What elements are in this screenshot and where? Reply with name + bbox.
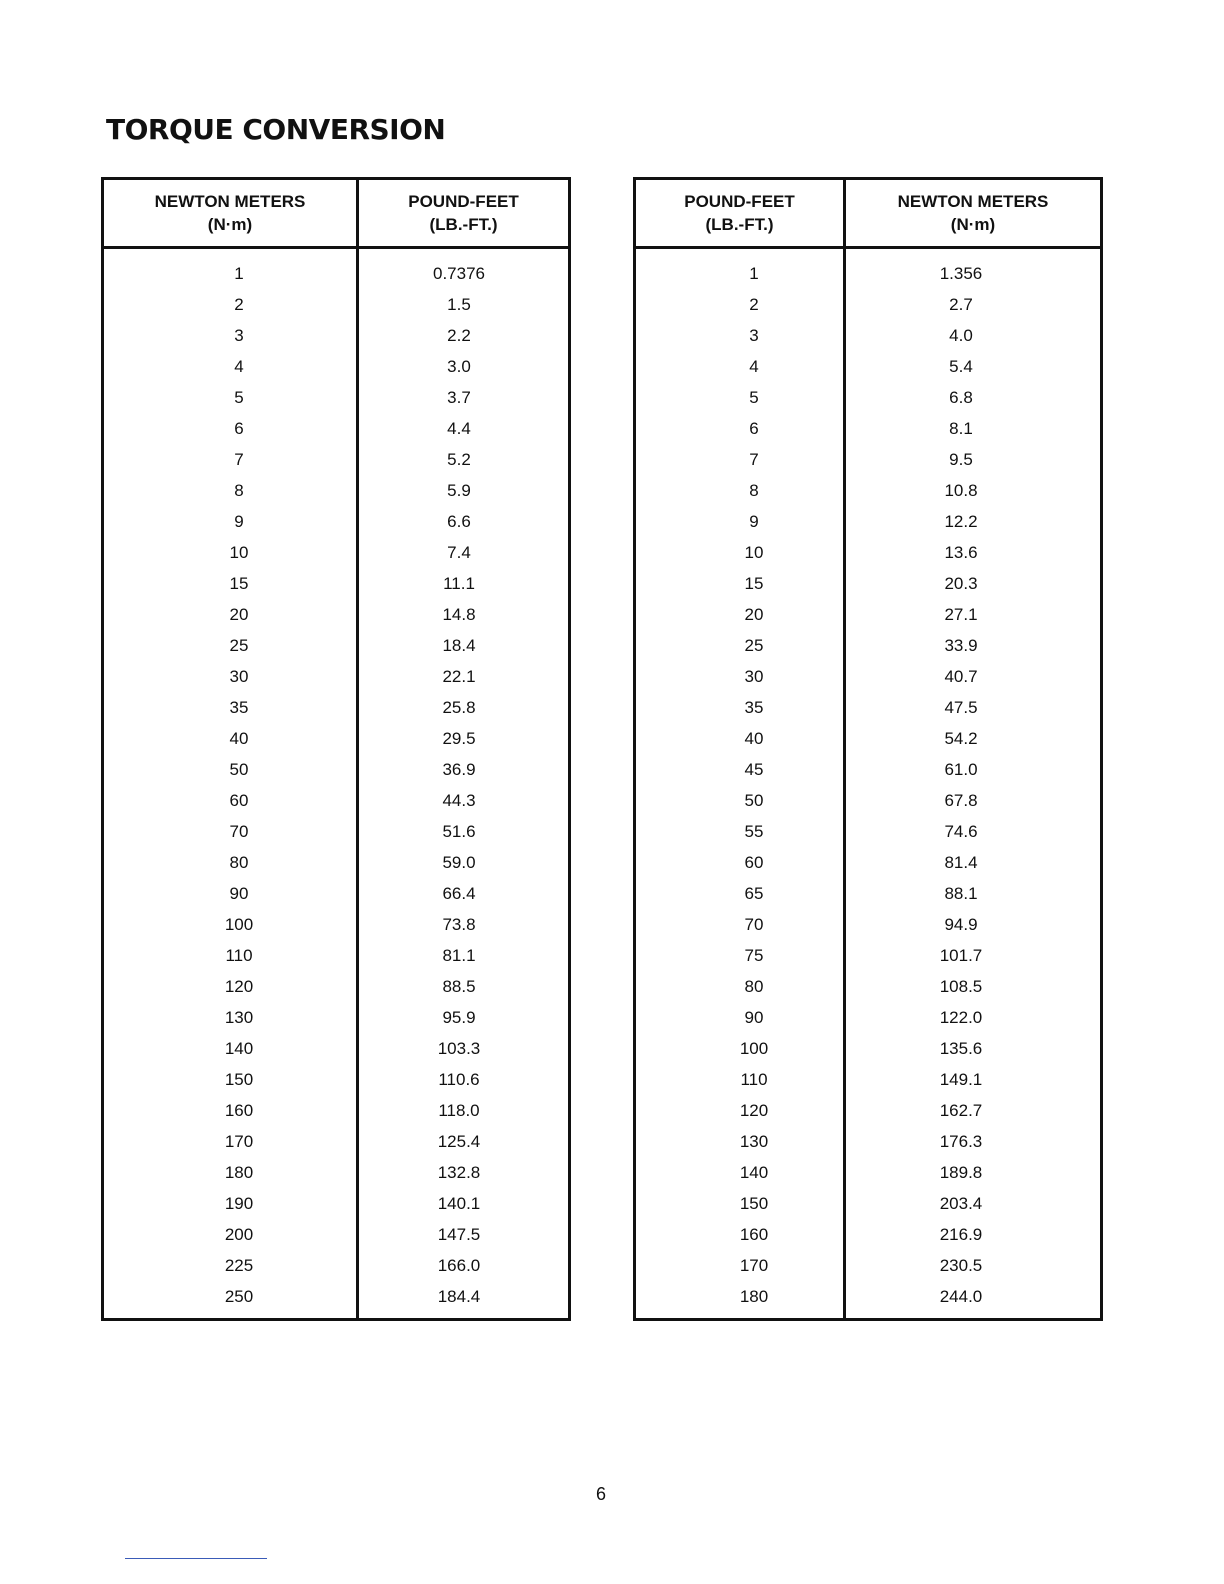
header-pound-feet: POUND-FEET (LB.-FT.) — [684, 192, 795, 234]
table-row — [104, 1033, 568, 1064]
table-cell: 103.3 — [437, 1039, 481, 1058]
table-cell: 25 — [229, 636, 249, 655]
table-cell: 7.4 — [447, 543, 471, 562]
table-row — [104, 878, 568, 909]
table-row — [104, 506, 568, 537]
table-row — [636, 1033, 1100, 1064]
table-cell: 6.8 — [949, 388, 973, 407]
table-cell: 95.9 — [442, 1008, 476, 1027]
table-cell: 110.6 — [438, 1070, 480, 1089]
table-cell: 180 — [739, 1287, 769, 1306]
table-body — [636, 258, 1100, 1312]
table-row — [104, 568, 568, 599]
table-cell: 80 — [744, 977, 764, 996]
table-cell: 88.1 — [944, 884, 978, 903]
table-row — [636, 413, 1100, 444]
table-cell: 230.5 — [939, 1256, 983, 1275]
table-cell: 10.8 — [944, 481, 978, 500]
table-cell: 40.7 — [944, 667, 978, 686]
table-row — [636, 878, 1100, 909]
table-cell: 120 — [224, 977, 254, 996]
table-cell: 140 — [224, 1039, 254, 1058]
table-cell: 10 — [229, 543, 249, 562]
table-cell: 5.9 — [447, 481, 471, 500]
table-cell: 9 — [749, 512, 759, 531]
table-row — [104, 940, 568, 971]
table-row — [636, 1064, 1100, 1095]
table-cell: 147.5 — [437, 1225, 481, 1244]
table-row — [636, 1281, 1100, 1312]
table-cell: 0.7376 — [433, 264, 485, 283]
table-cell: 5 — [234, 388, 244, 407]
table-cell: 15 — [744, 574, 764, 593]
table-row — [104, 785, 568, 816]
table-cell: 65 — [744, 884, 764, 903]
table-cell: 4 — [234, 357, 244, 376]
table-cell: 160 — [224, 1101, 254, 1120]
table-cell: 110 — [740, 1070, 768, 1089]
table-cell: 140 — [739, 1163, 769, 1182]
table-cell: 2 — [749, 295, 759, 314]
table-row — [104, 909, 568, 940]
table-cell: 120 — [739, 1101, 769, 1120]
table-cell: 59.0 — [442, 853, 476, 872]
table-cell: 130 — [224, 1008, 254, 1027]
table-cell: 6.6 — [447, 512, 471, 531]
table-row — [636, 816, 1100, 847]
table-row — [636, 351, 1100, 382]
table-cell: 94.9 — [944, 915, 978, 934]
table-cell: 8.1 — [949, 419, 973, 438]
table-cell: 18.4 — [442, 636, 476, 655]
table-row — [104, 971, 568, 1002]
table-cell: 29.5 — [442, 729, 476, 748]
table-row — [104, 475, 568, 506]
table-cell: 7 — [234, 450, 244, 469]
table-cell: 80 — [229, 853, 249, 872]
table-row — [636, 971, 1100, 1002]
table-cell: 60 — [744, 853, 764, 872]
table-cell: 170 — [739, 1256, 769, 1275]
table-row — [636, 630, 1100, 661]
table-row — [636, 382, 1100, 413]
table-cell: 60 — [229, 791, 249, 810]
table-row — [636, 785, 1100, 816]
table-cell: 166.0 — [437, 1256, 481, 1275]
table-row — [104, 1219, 568, 1250]
table-cell: 184.4 — [437, 1287, 481, 1306]
table-row — [636, 258, 1100, 289]
table-row — [104, 1002, 568, 1033]
table-cell: 250 — [224, 1287, 254, 1306]
table-row — [636, 661, 1100, 692]
table-row — [636, 909, 1100, 940]
table-cell: 70 — [229, 822, 249, 841]
table-row — [636, 568, 1100, 599]
table-cell: 36.9 — [442, 760, 476, 779]
table-row — [636, 1219, 1100, 1250]
table-row — [104, 754, 568, 785]
table-cell: 3.0 — [447, 357, 471, 376]
table-cell: 40 — [229, 729, 249, 748]
table-cell: 7 — [749, 450, 759, 469]
table-cell: 35 — [229, 698, 249, 717]
table-cell: 150 — [224, 1070, 254, 1089]
table-cell: 118.0 — [438, 1101, 480, 1120]
table-cell: 203.4 — [939, 1194, 983, 1213]
table-cell: 3.7 — [447, 388, 471, 407]
table-row — [104, 1281, 568, 1312]
table-row — [636, 1250, 1100, 1281]
table-cell: 9 — [234, 512, 244, 531]
table-row — [636, 599, 1100, 630]
table-cell: 10 — [744, 543, 764, 562]
table-cell: 61.0 — [944, 760, 978, 779]
table-cell: 5.4 — [949, 357, 973, 376]
table-body — [104, 258, 568, 1312]
table-row — [636, 1188, 1100, 1219]
table-row — [104, 537, 568, 568]
table-cell: 5.2 — [447, 450, 471, 469]
table-cell: 74.6 — [944, 822, 978, 841]
table-cell: 20 — [744, 605, 764, 624]
table-cell: 1 — [749, 264, 759, 283]
table-row — [104, 413, 568, 444]
table-cell: 132.8 — [437, 1163, 481, 1182]
table-cell: 47.5 — [944, 698, 978, 717]
table-cell: 3 — [749, 326, 759, 345]
table-cell: 108.5 — [939, 977, 983, 996]
table-row — [636, 723, 1100, 754]
table-cell: 1.5 — [447, 295, 471, 314]
table-cell: 176.3 — [939, 1132, 983, 1151]
table-cell: 2.2 — [447, 326, 471, 345]
table-cell: 22.1 — [442, 667, 476, 686]
table-cell: 100 — [224, 915, 254, 934]
table-cell: 4.0 — [949, 326, 973, 345]
table-cell: 6 — [234, 419, 244, 438]
table-cell: 122.0 — [939, 1008, 983, 1027]
table-cell: 40 — [744, 729, 764, 748]
table-row — [104, 1095, 568, 1126]
footer-rule — [125, 1558, 267, 1559]
table-row — [104, 1157, 568, 1188]
table-cell: 45 — [744, 760, 764, 779]
table-cell: 9.5 — [949, 450, 973, 469]
table-row — [636, 940, 1100, 971]
table-row — [636, 289, 1100, 320]
table-cell: 4 — [749, 357, 759, 376]
table-cell: 190 — [224, 1194, 254, 1213]
nm-to-lbft-table — [101, 177, 571, 1321]
table-cell: 135.6 — [939, 1039, 983, 1058]
table-row — [636, 1157, 1100, 1188]
table-cell: 90 — [744, 1008, 764, 1027]
table-cell: 25 — [744, 636, 764, 655]
table-cell: 70 — [744, 915, 764, 934]
table-cell: 90 — [229, 884, 249, 903]
table-cell: 6 — [749, 419, 759, 438]
table-row — [636, 537, 1100, 568]
table-row — [104, 723, 568, 754]
table-cell: 50 — [744, 791, 764, 810]
table-cell: 33.9 — [944, 636, 978, 655]
table-cell: 54.2 — [944, 729, 978, 748]
table-row — [636, 1126, 1100, 1157]
table-cell: 5 — [749, 388, 759, 407]
table-row — [104, 444, 568, 475]
page-title: TORQUE CONVERSION — [106, 113, 446, 146]
table-cell: 244.0 — [939, 1287, 983, 1306]
table-cell: 11.1 — [443, 574, 475, 593]
table-cell: 20.3 — [944, 574, 978, 593]
table-row — [636, 1002, 1100, 1033]
table-cell: 20 — [229, 605, 249, 624]
table-cell: 51.6 — [442, 822, 476, 841]
table-row — [104, 630, 568, 661]
table-cell: 162.7 — [939, 1101, 983, 1120]
table-cell: 110 — [225, 946, 253, 965]
table-cell: 73.8 — [442, 915, 476, 934]
table-cell: 1 — [234, 264, 244, 283]
table-cell: 225 — [224, 1256, 254, 1275]
table-cell: 189.8 — [939, 1163, 983, 1182]
table-cell: 200 — [224, 1225, 254, 1244]
table-row — [636, 847, 1100, 878]
table-row — [636, 320, 1100, 351]
header-newton-meters: NEWTON METERS (N·m) — [897, 192, 1049, 234]
lbft-to-nm-table — [633, 177, 1103, 1321]
table-cell: 149.1 — [939, 1070, 983, 1089]
table-cell: 140.1 — [437, 1194, 481, 1213]
table-row — [104, 258, 568, 289]
table-cell: 216.9 — [939, 1225, 983, 1244]
table-cell: 1.356 — [939, 264, 983, 283]
table-cell: 88.5 — [442, 977, 476, 996]
table-row — [104, 661, 568, 692]
table-header — [104, 180, 568, 249]
table-cell: 3 — [234, 326, 244, 345]
table-row — [104, 1250, 568, 1281]
table-cell: 35 — [744, 698, 764, 717]
table-cell: 27.1 — [944, 605, 978, 624]
table-cell: 170 — [224, 1132, 254, 1151]
table-cell: 100 — [739, 1039, 769, 1058]
table-row — [104, 1126, 568, 1157]
table-cell: 125.4 — [437, 1132, 481, 1151]
table-cell: 12.2 — [944, 512, 978, 531]
table-row — [104, 1064, 568, 1095]
table-row — [636, 1095, 1100, 1126]
table-cell: 25.8 — [442, 698, 476, 717]
header-newton-meters: NEWTON METERS (N·m) — [154, 192, 306, 234]
table-cell: 101.7 — [939, 946, 983, 965]
header-pound-feet: POUND-FEET (LB.-FT.) — [408, 192, 519, 234]
table-cell: 44.3 — [442, 791, 476, 810]
table-cell: 67.8 — [944, 791, 978, 810]
table-cell: 75 — [744, 946, 764, 965]
table-row — [636, 444, 1100, 475]
table-cell: 150 — [739, 1194, 769, 1213]
table-row — [104, 847, 568, 878]
table-cell: 81.1 — [442, 946, 476, 965]
table-row — [636, 692, 1100, 723]
table-cell: 8 — [234, 481, 244, 500]
table-row — [104, 382, 568, 413]
table-cell: 2 — [234, 295, 244, 314]
table-row — [636, 754, 1100, 785]
table-cell: 81.4 — [944, 853, 978, 872]
table-row — [104, 1188, 568, 1219]
table-cell: 50 — [229, 760, 249, 779]
table-cell: 66.4 — [442, 884, 476, 903]
table-cell: 15 — [229, 574, 249, 593]
table-row — [636, 475, 1100, 506]
table-cell: 14.8 — [442, 605, 476, 624]
table-row — [104, 320, 568, 351]
table-row — [104, 289, 568, 320]
table-cell: 13.6 — [944, 543, 978, 562]
table-header — [636, 180, 1100, 249]
table-cell: 55 — [744, 822, 764, 841]
table-row — [104, 692, 568, 723]
table-row — [104, 816, 568, 847]
page-number: 6 — [595, 1484, 606, 1504]
table-cell: 4.4 — [447, 419, 471, 438]
table-row — [104, 351, 568, 382]
table-cell: 8 — [749, 481, 759, 500]
table-row — [104, 599, 568, 630]
table-cell: 160 — [739, 1225, 769, 1244]
table-cell: 130 — [739, 1132, 769, 1151]
table-cell: 30 — [744, 667, 764, 686]
table-cell: 2.7 — [949, 295, 973, 314]
table-row — [636, 506, 1100, 537]
table-cell: 30 — [229, 667, 249, 686]
table-cell: 180 — [224, 1163, 254, 1182]
